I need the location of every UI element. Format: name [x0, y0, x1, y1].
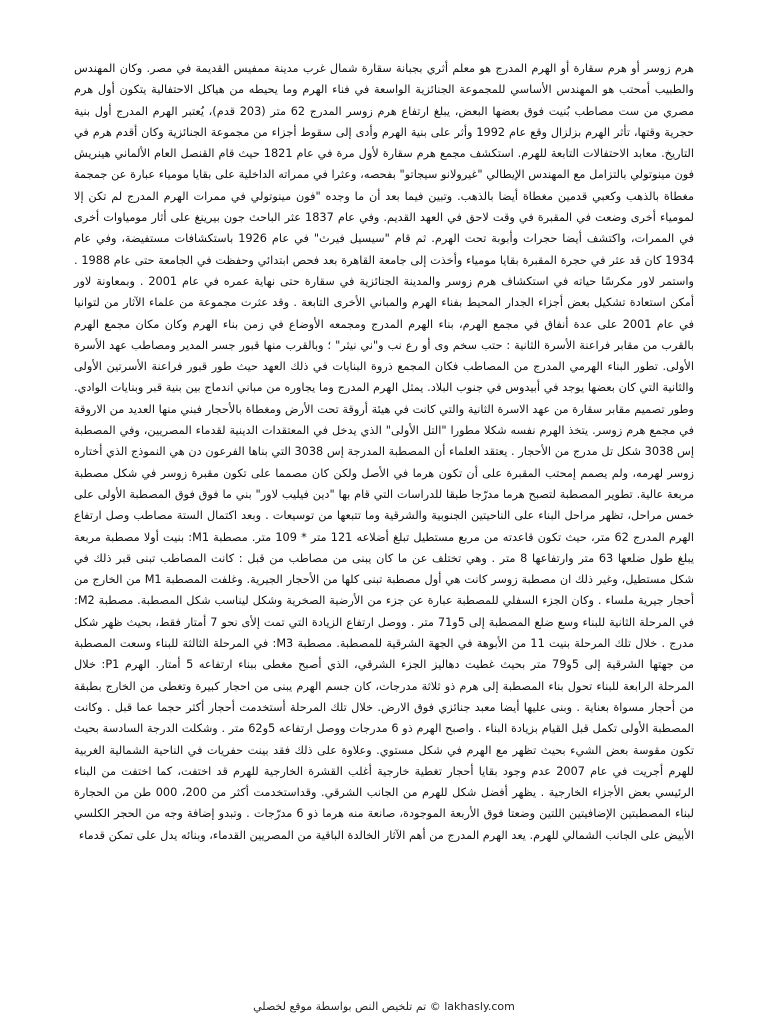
- article-paragraph: هرم زوسر أو هرم سقارة أو الهرم المدرج هو معلم أثري بجبانة سقارة شمال غرب مدينة ممفيس القديمة في مصر. وكان المهندس والطبيب أمحتب هو المهندس الأساسي للمجموعة الجنائزية الواسعة في فناء الهرم وما يحيطه من هياكل الاحتفالية يتكون أول هرم مصري من ست مصاطب بُنيت فوق بعضها البعض، يبلغ ارتفاع هرم زوسر المدرج 62 متر (203 قدم)، يُعتبر الهرم المدرج أول بنية حجرية وقتها، تأثر الهرم بزلزال وقع عام 1992 وأثر على بنية الهرم وأدى إلى سقوط أجزاء من مجموعة الجنائزية وكان أقدم هرم في التاريخ. معابد الاحتفالات التابعة للهرم. استكشف مجمع هرم سقارة لأول مرة في عام 1821 حيث قام القنصل العام الألماني هينريش فون مينوتولي بالتزامل مع المهندس الإيطالي "غيرولانو سيجاتو" بفحصه، وعثرا في ممراته الداخلية على بقايا مومياء عبارة عن جمجمة مغطاة بالذهب وكعبي قدمين مغطاة أيضا بالذهب. وتبين فيما بعد أن ما وجده "فون مينوتولي في ممرات الهرم المدرج لم تكن إلا لمومياء أخرى وضعت في المقبرة في وقت لاحق في العهد القديم. وفي عام 1837 عثر الباحث جون بيرينغ على أثار مومياوات أخرى في الممرات، واكتشف أيضا حجرات وأبوبة تحت الهرم. ثم قام "سيسيل فيرث" في عام 1926 باستكشافات مستفيضة، وفي عام 1934 كان قد عثر في حجرة المقبرة بقايا مومياء وأخذت إلى جامعة القاهرة بعد فحص ابتدائي وحفظت في الجامعة حتى عام 1988 . واستمر لاور مكرسًا حياته في استكشاف هرم زوسر والمدينة الجنائزية في سقارة حتى نهاية عمره في عام 2001 . وبمعاونة لاور أمكن استعادة تشكيل بعض أجزاء الجدار المحيط بفناء الهرم والمباني الأخرى التابعة . وقد عثرت مجموعة من علماء الآثار من لتوانيا في عام 2001 على عدة أنفاق في مجمع الهرم، بناء الهرم المدرج ومجمعه الأوضاع في زمن بناء الهرم وكان مكان مجمع الهرم بالقرب من مقابر فراعنة الأسرة الثانية : حتب سخم وى أو رع نب و"ني نيثر" ؛ وبالقرب منها قبور جسر المدير ومصاطب عهد الأسرة الأولى. تطور البناء الهرمي المدرج من المصاطب فكان المجمع ذروة البنايات في ذلك العهد حيث طور قبور فراعنة الأسرتين الأولى والثانية التي كان بعضها يوجد في أبيدوس في جنوب البلاد. يمثل الهرم المدرج وما يجاوره من مباني اندماج بين بنية قبر وبنايات الوادي. وطور تصميم مقابر سقارة من عهد الاسرة الثانية والتي كانت في هيئة أروقة تحت الأرض ومغطاة بالأحجار فبني منها العديد من الاروقة في مجمع هرم زوسر. يتخذ الهرم نفسه شكلا مطورا "التل الأولى" الذي يدخل في المعتقدات الدينية لقدماء المصريين، وفي المصطبة إس 3038 شكل تل مدرج من الأحجار . يعتقد العلماء أن المصطبة المدرجة إس 3038 التي بناها الفرعون دن هي النموذج الذي أختاره زوسر لهرمه، ولم يصمم إمحتب المقبرة على أن تكون هرما في الأصل ولكن كان مصمما على تكون مقبرة زوسر في شكل مصطبة مربعة عالية. تطوير المصطبة لتصبح هرما مدرّجا طبقا للدراسات التي قام بها "دين فيليب لاور" بني ما فوق فوق المصطبة الأولى على خمس مراحل، تظهر مراحل البناء على الناحيتين الجنوبية والشرقية وما تتبعها من توسيعات . وبعد اكتمال الستة مصاطب وصل ارتفاع الهرم المدرج 62 متر، حيث تكون قاعدته من مربع مستطيل تبلغ أضلاعه 121 متر * 109 متر. مصطبة M1: بنيت أولا مصطبة مربعة يبلغ طول ضلعها 63 متر وارتفاعها 8 متر . وهي تختلف عن ما كان يبنى من مصاطب من قبل : كانت المصاطب تبنى قبر ذلك في شكل مستطيل، وغير ذلك ان مصطبة زوسر كانت هي أول مصطبة تبنى كلها من الأحجار الجيرية. وغلفت المصطبة M1 من الخارج من أحجار جيرية ملساء . وكان الجزء السفلي للمصطبة عبارة عن جزء من الأرضية الصخرية وشكل ليناسب شكل المصطبة. مصطبة M2: في المرحلة الثانية للبناء وسع ضلع المصطبة إلى 5و71 متر . ووصل ارتفاع الزيادة التي تمت إلأى نحو 7 أمتار فقط، بحيث ظهر شكل مدرج . خلال تلك المرحلة بنيت 11 من الأبوهة في الجهة الشرقية للمصطبة. مصطبة M3: في المرحلة الثالثة للبناء وسعت المصطبة من جهتها الشرقية إلى 5و79 متر بحيث غطيت دهاليز الجزء الشرقي، الذي أصبح مغطى ببناء ارتفاعه 5 أمتار. الهرم P1: خلال المرحلة الرابعة للبناء تحول بناء المصطبة إلى هرم ذو ثلاثة مدرجات، كان جسم الهرم يبنى من احجار كبيرة وتغطى من الخارج بطبقة من أحجار مسواة بعناية . وبنى عليها أيضا معبد جنائزي فوق الارض. خلال تلك المرحلة أستخدمت أحجار أكثر حجما عما قبل . وكانت المصطبة الأولى تكمل قبل القيام بزيادة البناء . واصبح الهرم ذو 6 مدرجات ووصل ارتفاعه 5و62 متر . وشكلت الدرجة السادسة بحيث تكون مقوسة بعض الشيء بحيث تظهر مع الهرم في شكل مستوي. وعلاوة على ذلك فقد بينت حفريات في الناحية الشمالية الغربية للهرم أجريت في عام 2007 عدم وجود بقايا أحجار تغطية خارجية أغلب القشرة الخارجية للهرم قد اختفت، كما اختفت من البناء الرئيسي بعض الأجزاء الخارجية . يظهر أفضل شكل للهرم من الجانب الشرقي. وقداستخدمت أكثر من 200، 000 طن من الحجارة لبناء المصطبتين الإضافيتين اللتين وضعتا فوق الأربعة الموجودة، صانعة منه هرما ذو 6 مدرّجات . وتبدو إضافة وجه من الحجر الكلسي الأبيض على الجانب الشمالي للهرم. يعد الهرم المدرج من أهم الآثار الخالدة الباقية من المصريين القدماء، وبنائه يدل على تمكن قدماء: [74, 62, 695, 842]
- article-body: [74, 58, 694, 846]
- page-footer: lakhasly.com © تم تلخيص النص بواسطة موقع لخصلي: [253, 1000, 515, 1013]
